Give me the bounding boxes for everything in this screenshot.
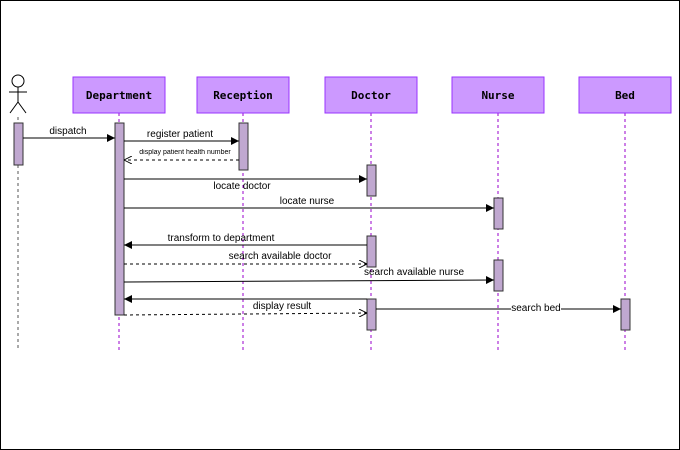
- message-label-register-patient: register patient: [146, 129, 214, 140]
- message-label-locate-nurse: locate nurse: [279, 196, 335, 207]
- message-display-result[interactable]: [124, 299, 367, 312]
- activation-doctor-1: [367, 165, 376, 196]
- message-doctor-return[interactable]: [124, 313, 367, 315]
- activation-reception: [239, 123, 248, 170]
- actor-figure: [9, 75, 27, 113]
- activation-doctor-2: [367, 236, 376, 267]
- participant-label-department: Department: [85, 89, 153, 102]
- message-register-patient[interactable]: [124, 129, 239, 141]
- participant-nurse[interactable]: [452, 77, 544, 113]
- activation-actor: [14, 123, 23, 165]
- message-display-health-number[interactable]: [124, 149, 239, 171]
- activation-doctor-3: [367, 299, 376, 330]
- message-search-available-nurse[interactable]: [124, 267, 494, 282]
- message-label-search-available-doctor: search available doctor: [228, 251, 332, 262]
- message-locate-doctor[interactable]: [124, 179, 367, 192]
- participant-doctor[interactable]: [325, 77, 417, 113]
- activation-bed: [621, 299, 630, 330]
- participant-department[interactable]: [73, 77, 165, 113]
- message-dispatch[interactable]: [23, 126, 115, 138]
- message-label-transform-to-department: transform to department: [167, 233, 275, 244]
- message-search-available-doctor[interactable]: [124, 251, 367, 264]
- participant-label-reception: Reception: [213, 89, 273, 102]
- participant-reception[interactable]: [197, 77, 289, 113]
- participant-label-nurse: Nurse: [481, 89, 515, 102]
- stick-figure-actor-icon: [9, 75, 27, 113]
- message-locate-nurse[interactable]: [124, 196, 494, 208]
- participant-bed[interactable]: [579, 77, 671, 113]
- message-label-display-health-number: display patient health number: [139, 149, 231, 156]
- message-label-display-result: display result: [252, 301, 312, 312]
- participant-label-bed: Bed: [615, 89, 635, 102]
- message-label-locate-doctor: locate doctor: [213, 181, 271, 192]
- activation-nurse-2: [494, 260, 503, 291]
- message-label-search-bed: search bed: [511, 303, 561, 314]
- message-label-search-available-nurse: search available nurse: [363, 267, 465, 278]
- activation-department: [115, 123, 124, 315]
- message-transform-to-department[interactable]: [124, 233, 367, 245]
- participant-label-doctor: Doctor: [351, 89, 391, 102]
- message-label-dispatch: dispatch: [49, 126, 87, 137]
- activation-nurse-1: [494, 198, 503, 229]
